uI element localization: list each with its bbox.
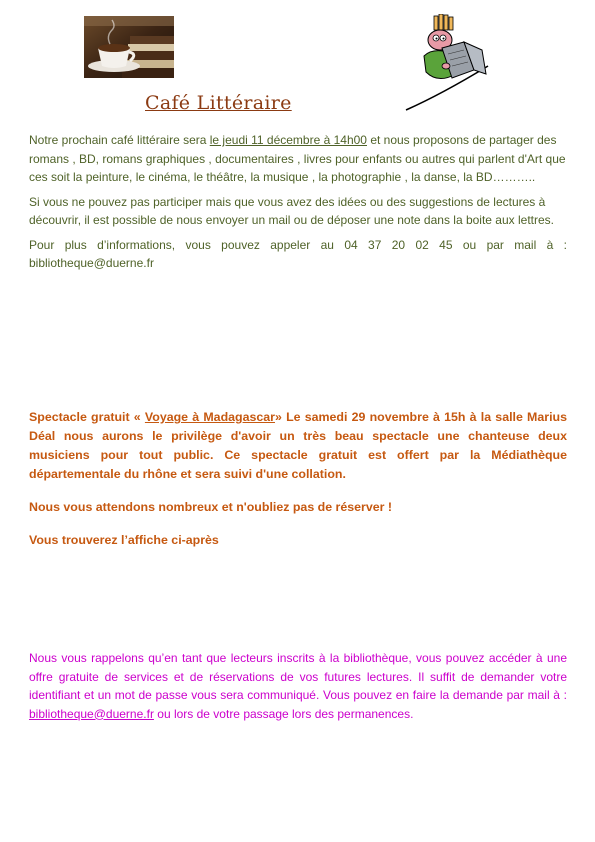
- spectacle-title-link[interactable]: Voyage à Madagascar: [144, 410, 275, 424]
- reminder-section: [29, 649, 567, 723]
- cafe-date: le jeudi 11 décembre à 14h00: [209, 133, 367, 147]
- spectacle-poster-note: Vous trouverez l’affiche ci-après: [29, 533, 219, 547]
- cafe-section: [29, 131, 567, 273]
- cafe-topics-text: et nous proposons de partager des romans , BD, romans graphiques , documentaires , livres pour enfants ou autres qui parlent d'Art que ces soit la peinture, le cinéma, le théâtre, la musique , la photographie , la danse, la BD………..: [29, 133, 566, 184]
- spectacle-details: » Le samedi 29 novembre à 15h à la salle Marius Déal nous aurons le privilège d'avoir un très beau spectacle une chanteuse deux musiciens pour tout public. Ce spectacle gratuit est offert par la Médiathèque départementale du rhône et sera suivi d'une collation.: [29, 410, 567, 481]
- spectacle-reminder: Nous vous attendons nombreux et n'oubliez pas de réserver !: [29, 500, 393, 514]
- cafe-contact-line: Pour plus d’informations, vous pouvez appeler au 04 37 20 02 45 ou par mail à :: [29, 237, 567, 252]
- reminder-text: Nous vous rappelons qu’en tant que lecteurs inscrits à la bibliothèque, vous pouvez accéder à une offre gratuite de services et de réservations de vos futures lectures. Il suffit de demander votre identifiant et un mot de passe vous sera communiqué. Vous pouvez en faire la demande par mail à :: [29, 651, 567, 702]
- spectacle-section: [29, 408, 567, 550]
- cafe-paragraph-2: Si vous ne pouvez pas participer mais que vous avez des idées ou des suggestions de lectures à découvrir, il est possible de nous envoyer un mail ou de déposer une note dans la boite aux lettres.: [29, 194, 554, 227]
- cafe-email[interactable]: bibliotheque@duerne.fr: [29, 256, 154, 270]
- cartoon-reader-image: [402, 14, 494, 112]
- reminder-email-link[interactable]: bibliotheque@duerne.fr: [29, 706, 154, 721]
- coffee-books-image: [84, 16, 174, 78]
- reminder-text-end: ou lors de votre passage lors des permanences.: [153, 706, 414, 721]
- page-title: Café Littéraire: [145, 92, 292, 114]
- spectacle-intro: Spectacle gratuit «: [29, 410, 145, 424]
- cafe-paragraph-1: [29, 131, 567, 187]
- spectacle-paragraph: [29, 408, 567, 484]
- reminder-paragraph: [29, 649, 567, 723]
- cafe-intro-text: Notre prochain café littéraire sera: [29, 133, 210, 147]
